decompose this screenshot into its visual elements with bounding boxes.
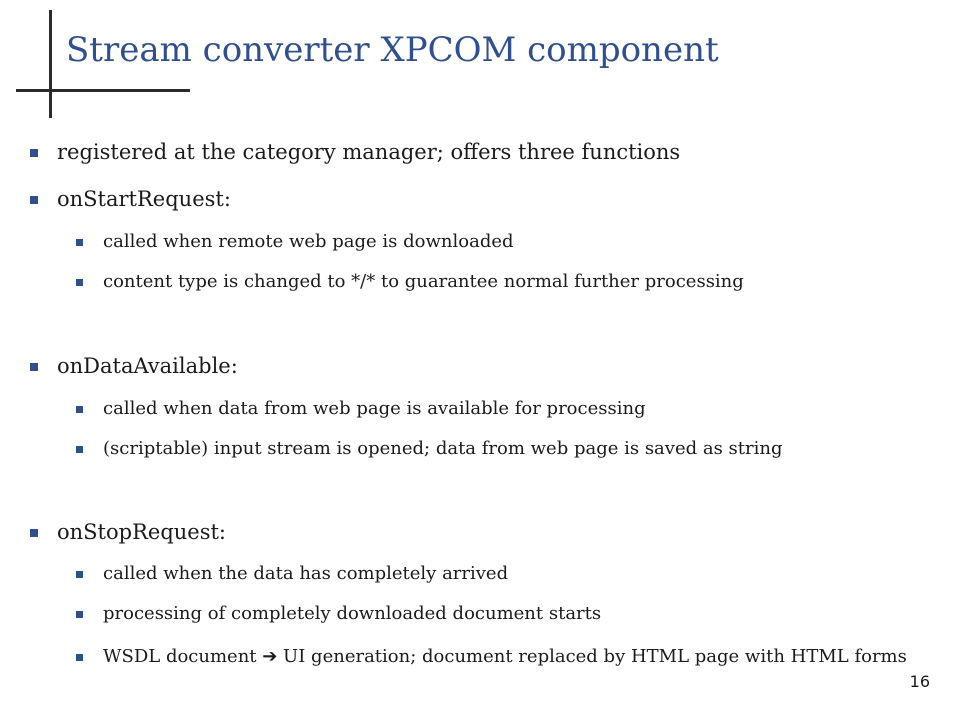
sub-bullet-item — [76, 560, 920, 588]
bullet-item-ondataavailable — [30, 351, 238, 381]
sub-bullet-item — [76, 228, 920, 256]
bullet-item-onstoprequest — [30, 517, 226, 547]
square-bullet-icon — [76, 654, 83, 661]
square-bullet-icon — [76, 571, 83, 578]
square-bullet-icon — [30, 363, 38, 371]
sub-bullet-item — [76, 435, 920, 463]
bullet-item-onstartrequest — [30, 184, 231, 214]
square-bullet-icon — [76, 611, 83, 618]
bullet-text: onStartRequest: — [57, 187, 231, 211]
bullet-text: onStopRequest: — [57, 520, 227, 544]
page-number: 16 — [909, 672, 930, 691]
slide-title: Stream converter XPCOM component — [66, 30, 719, 70]
bullet-text: WSDL document ➔ UI generation; document replaced by HTML page with HTML forms — [103, 646, 907, 667]
square-bullet-icon — [76, 446, 83, 453]
square-bullet-icon — [30, 529, 38, 537]
sub-bullet-item — [76, 268, 920, 296]
sub-bullet-item — [76, 643, 920, 671]
bullet-text: (scriptable) input stream is opened; data from web page is saved as string — [103, 438, 783, 459]
square-bullet-icon — [30, 149, 38, 157]
square-bullet-icon — [30, 196, 38, 204]
bullet-text: onDataAvailable: — [57, 354, 238, 378]
square-bullet-icon — [76, 406, 83, 413]
bullet-text: content type is changed to */* to guarantee normal further processing — [103, 271, 744, 292]
sub-bullet-item — [76, 600, 920, 628]
bullet-text: called when remote web page is downloaded — [103, 231, 514, 252]
square-bullet-icon — [76, 239, 83, 246]
title-vertical-rule — [49, 10, 52, 118]
bullet-text: registered at the category manager; offers three functions — [57, 140, 681, 164]
square-bullet-icon — [76, 279, 83, 286]
title-horizontal-rule — [16, 89, 190, 92]
bullet-text: processing of completely downloaded document starts — [103, 603, 602, 624]
bullet-item-category-manager — [30, 137, 680, 167]
sub-bullet-item — [76, 395, 920, 423]
bullet-text: called when data from web page is available for processing — [103, 398, 646, 419]
bullet-text: called when the data has completely arrived — [103, 563, 509, 584]
